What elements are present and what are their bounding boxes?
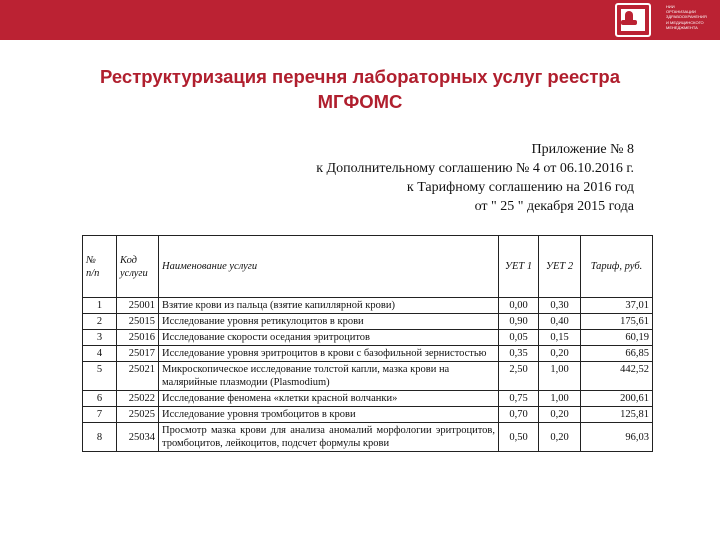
header-uet2: УЕТ 2 [539, 236, 581, 298]
row-code: 25025 [117, 407, 159, 423]
appendix-line-1: Приложение № 8 [531, 142, 634, 157]
row-name: Исследование уровня тромбоцитов в крови [159, 407, 499, 423]
table-header-row [83, 236, 653, 298]
row-code: 25001 [117, 298, 159, 314]
appendix-line-2: к Дополнительному соглашению № 4 от 06.10.2016 г. [316, 161, 634, 176]
row-uet1: 0,35 [499, 346, 539, 362]
row-tariff: 125,81 [581, 407, 653, 423]
row-name: Микроскопическое исследование толстой капли, мазка крови на малярийные плазмодии (Plasmodium) [159, 362, 499, 391]
row-tariff: 442,52 [581, 362, 653, 391]
appendix-block [316, 140, 634, 216]
services-table [82, 235, 653, 452]
row-code: 25021 [117, 362, 159, 391]
slide-title [0, 64, 720, 114]
row-name: Исследование скорости оседания эритроцитов [159, 330, 499, 346]
row-tariff: 37,01 [581, 298, 653, 314]
row-num: 8 [83, 423, 117, 452]
header-code [117, 236, 159, 298]
row-name: Взятие крови из пальца (взятие капиллярной крови) [159, 298, 499, 314]
header-num-line1: № [86, 254, 96, 266]
row-num: 4 [83, 346, 117, 362]
appendix-line-4: от " 25 " декабря 2015 года [474, 199, 634, 214]
title-line-2: МГФОМС [317, 91, 403, 112]
table-row [83, 362, 653, 391]
row-uet2: 0,40 [539, 314, 581, 330]
moscow-emblem-icon [615, 3, 651, 37]
row-num: 7 [83, 407, 117, 423]
table-row [83, 346, 653, 362]
row-uet2: 0,20 [539, 423, 581, 452]
table-row [83, 391, 653, 407]
row-name: Исследование уровня эритроцитов в крови с базофильной зернистостью [159, 346, 499, 362]
table-row [83, 298, 653, 314]
table-row [83, 314, 653, 330]
row-tariff: 200,61 [581, 391, 653, 407]
row-tariff: 96,03 [581, 423, 653, 452]
row-num: 2 [83, 314, 117, 330]
row-uet1: 0,75 [499, 391, 539, 407]
row-num: 6 [83, 391, 117, 407]
header-code-line2: услуги [120, 267, 148, 279]
header-code-line1: Код [120, 254, 137, 266]
row-num: 1 [83, 298, 117, 314]
row-code: 25016 [117, 330, 159, 346]
table-row [83, 407, 653, 423]
row-num: 5 [83, 362, 117, 391]
row-uet2: 0,20 [539, 407, 581, 423]
row-uet2: 0,15 [539, 330, 581, 346]
row-code: 25022 [117, 391, 159, 407]
row-uet1: 0,70 [499, 407, 539, 423]
row-uet1: 0,05 [499, 330, 539, 346]
row-tariff: 175,61 [581, 314, 653, 330]
header-num-line2: п/п [86, 267, 100, 279]
appendix-line-3: к Тарифному соглашению на 2016 год [406, 180, 634, 195]
table-row [83, 330, 653, 346]
logo-text: НИИ ОРГАНИЗАЦИИ ЗДРАВООХРАНЕНИЯ И МЕДИЦИНСКОГО МЕНЕДЖМЕНТА [666, 4, 707, 30]
row-code: 25017 [117, 346, 159, 362]
row-uet2: 1,00 [539, 391, 581, 407]
row-name: Исследование феномена «клетки красной волчанки» [159, 391, 499, 407]
row-name: Исследование уровня ретикулоцитов в крови [159, 314, 499, 330]
row-num: 3 [83, 330, 117, 346]
row-uet1: 2,50 [499, 362, 539, 391]
row-code: 25034 [117, 423, 159, 452]
row-tariff: 60,19 [581, 330, 653, 346]
row-tariff: 66,85 [581, 346, 653, 362]
row-uet2: 1,00 [539, 362, 581, 391]
table-row [83, 423, 653, 452]
row-uet1: 0,50 [499, 423, 539, 452]
row-name: Просмотр мазка крови для анализа аномалий морфологии эритроцитов, тромбоцитов, лейкоцитов, подсчет формулы крови [159, 423, 499, 452]
title-line-1: Реструктуризация перечня лабораторных услуг реестра [100, 66, 620, 87]
header-tariff: Тариф, руб. [581, 236, 653, 298]
row-uet1: 0,00 [499, 298, 539, 314]
row-code: 25015 [117, 314, 159, 330]
row-uet2: 0,20 [539, 346, 581, 362]
header-num [83, 236, 117, 298]
header-uet1: УЕТ 1 [499, 236, 539, 298]
row-uet2: 0,30 [539, 298, 581, 314]
row-uet1: 0,90 [499, 314, 539, 330]
header-name: Наименование услуги [159, 236, 499, 298]
